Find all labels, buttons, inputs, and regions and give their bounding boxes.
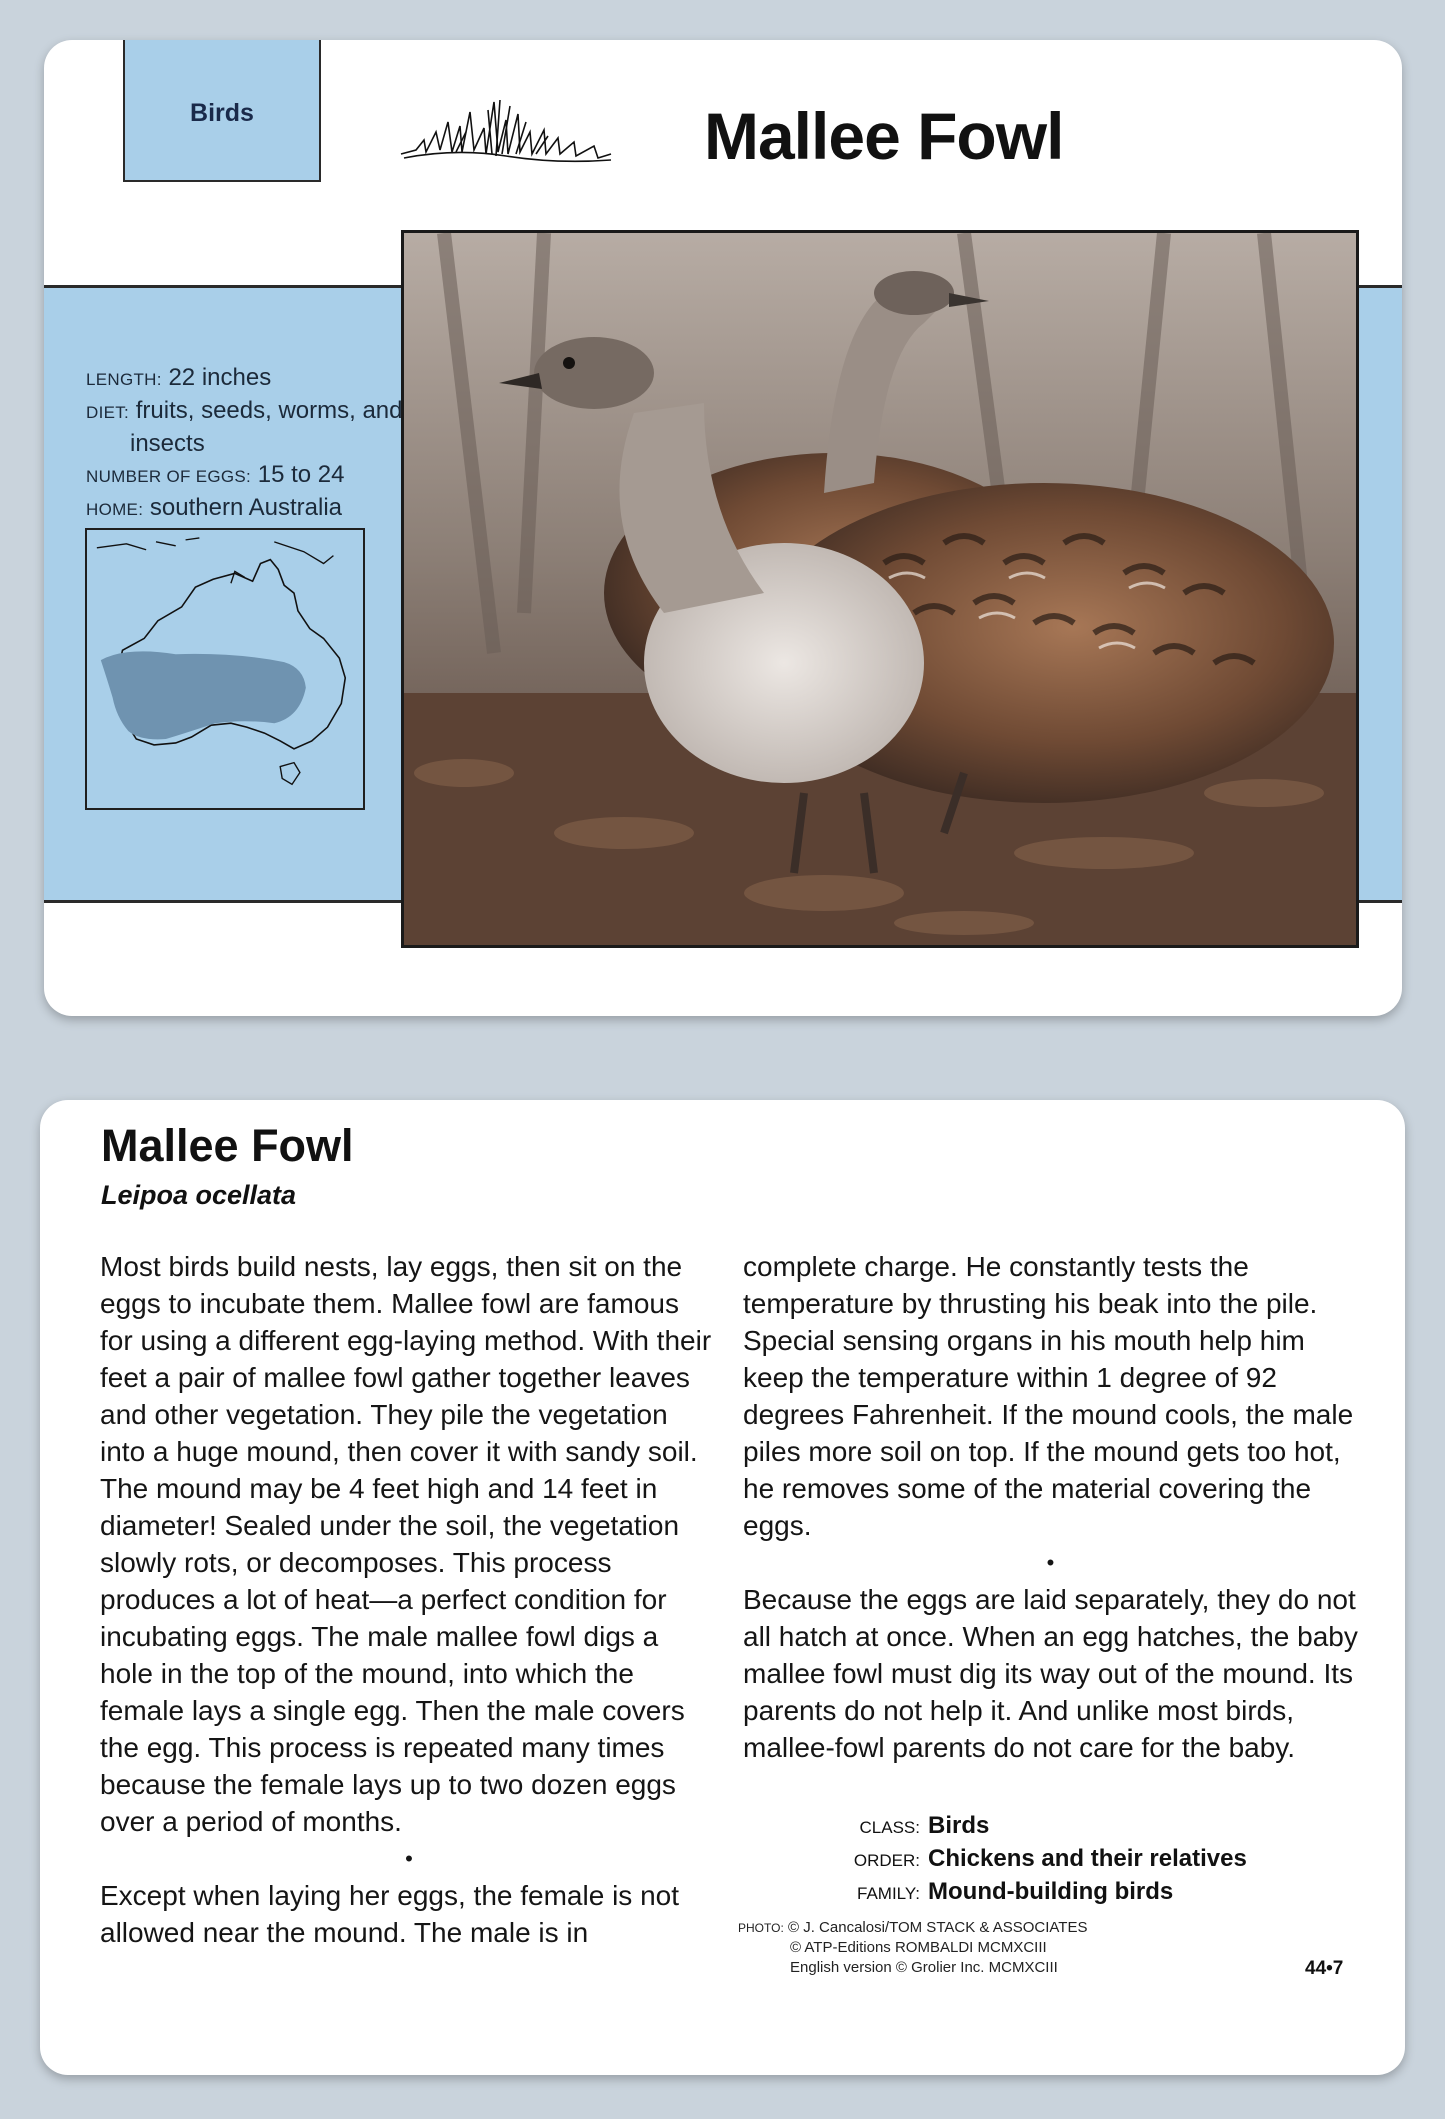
text-column-left xyxy=(100,1248,718,1951)
photo-credits: PHOTO: © J. Cancalosi/TOM STACK & ASSOCIATES © ATP-Editions ROMBALDI MCMXCIII English version © Grolier Inc. MCMXCIII xyxy=(738,1919,1088,1976)
class-row: CLASS: Birds xyxy=(859,1812,990,1839)
classification-table xyxy=(850,1810,1247,1909)
category-label: Birds xyxy=(123,40,321,182)
facts-list xyxy=(86,362,406,525)
grass-icon xyxy=(396,92,616,172)
bullet-separator: • xyxy=(1046,1550,1055,1575)
back-title: Mallee Fowl xyxy=(101,1120,354,1171)
scientific-name: Leipoa ocellata xyxy=(101,1180,297,1210)
fact-diet: DIET: fruits, seeds, worms, and xyxy=(86,397,403,424)
fact-eggs: NUMBER OF EGGS: 15 to 24 xyxy=(86,461,345,488)
text-column-right xyxy=(743,1248,1358,1766)
order-row: ORDER: Chickens and their relatives xyxy=(853,1845,1247,1872)
fact-home: HOME: southern Australia xyxy=(86,494,343,521)
paragraph: Most birds build nests, lay eggs, then sit on the eggs to incubate them. Mallee fowl are famous for using a different egg-laying method. With their feet a pair of mallee fowl gather together leaves and other vegetation. They pile the vegetation into a huge mound, then cover it with sandy soil. The mound may be 4 feet high and 14 feet in diameter! Sealed under the soil, the vegetation slowly rots, or decomposes. This process produces a lot of heat—a perfect condition for incubating eggs. The male mallee fowl digs a hole in the top of the mound, into which the female lays a single egg. Then the male covers the egg. This process is repeated many times because the female lays up to two dozen eggs over a period of months. xyxy=(100,1251,712,1837)
paragraph: complete charge. He constantly tests the temperature by thrusting his beak into the pile. Special sensing organs in his mouth help him keep the temperature within 1 degree of 92 degrees Fahrenheit. If the mound cools, the male piles more soil on top. If the mound gets too hot, he removes some of the material covering the eggs. xyxy=(743,1251,1354,1541)
mallee-fowl-photo xyxy=(401,230,1359,948)
paragraph: Because the eggs are laid separately, they do not all hatch at once. When an egg hatches, the baby mallee fowl must dig its way out of the mound. Its parents do not help it. And unlike most birds, mallee-fowl parents do not care for the baby. xyxy=(743,1584,1358,1763)
card-number: 44•7 xyxy=(1305,1958,1344,1979)
bullet-separator: • xyxy=(405,1846,413,1871)
paragraph: Except when laying her eggs, the female is not allowed near the mound. The male is in xyxy=(100,1880,680,1948)
family-row: FAMILY: Mound-building birds xyxy=(857,1878,1174,1905)
front-title: Mallee Fowl xyxy=(704,99,1064,173)
back-card xyxy=(40,1100,1405,2075)
front-card xyxy=(44,40,1402,1016)
fact-length: LENGTH: 22 inches xyxy=(86,364,272,391)
australia-map xyxy=(85,528,365,810)
fact-diet-cont: insects xyxy=(130,430,205,457)
